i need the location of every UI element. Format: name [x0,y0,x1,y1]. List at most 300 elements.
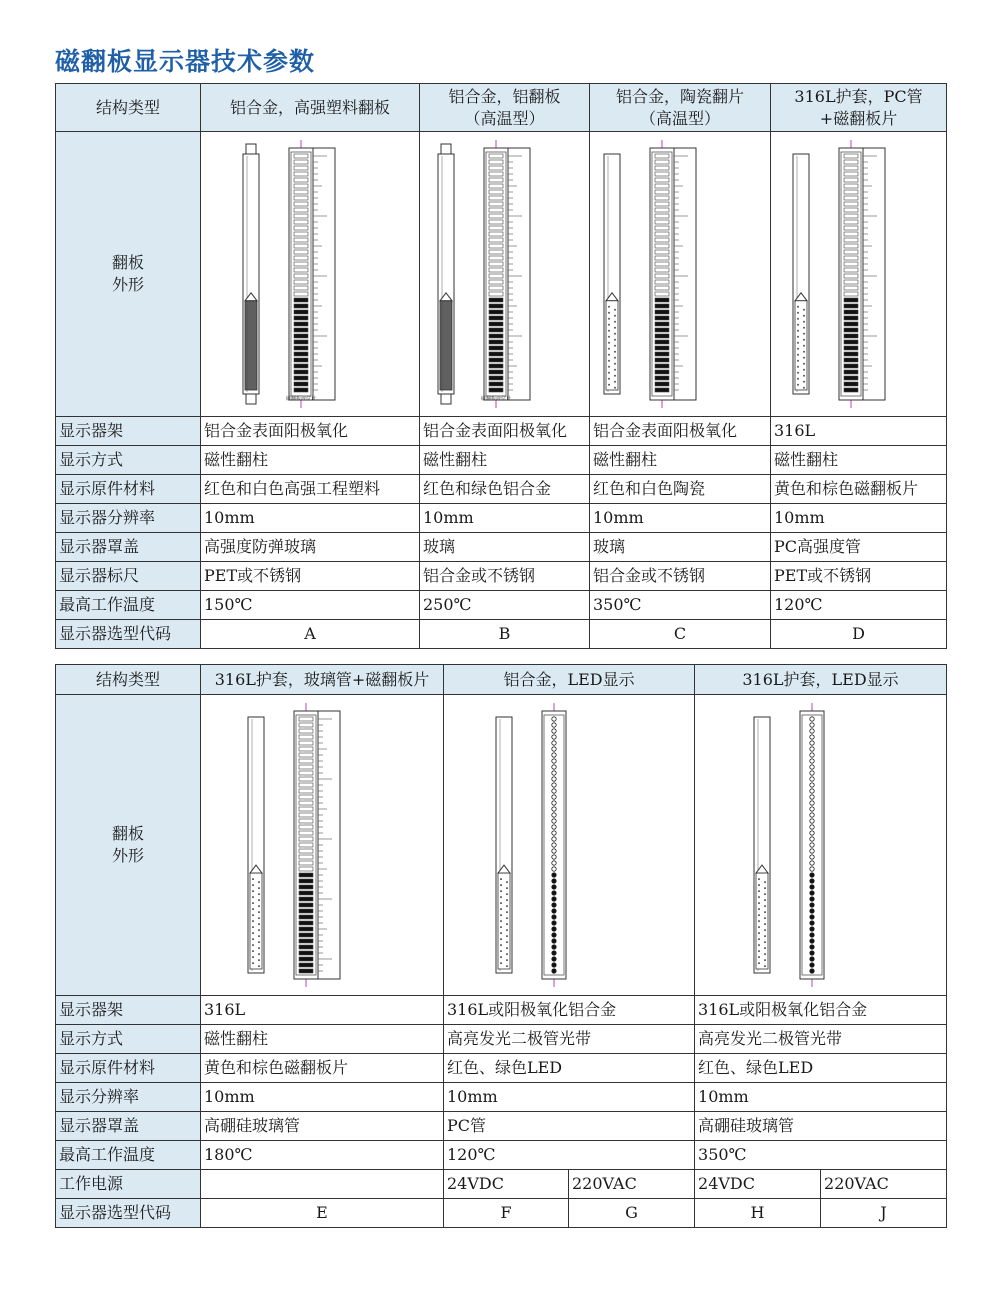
float-dot [803,321,805,323]
float-dot [506,935,508,937]
model-code: G [569,1199,695,1228]
led-dot [552,801,556,805]
float-dot [252,944,254,946]
float-dot [506,917,508,919]
flap [489,334,503,338]
flap [299,813,313,817]
led-dot [552,717,556,721]
float-dot [614,369,616,371]
float-dot [764,905,766,907]
cell: 10mm [201,504,420,533]
flap [489,202,503,206]
float-dot [500,950,502,952]
flap [844,346,858,350]
led-dot [810,945,814,949]
row-label: 显示方式 [56,446,201,475]
flap [655,316,669,320]
row-label: 显示器分辨率 [56,504,201,533]
float-dot [614,375,616,377]
float-dot [614,339,616,341]
float-dot [614,327,616,329]
flap [489,298,503,302]
gauge-illustration [420,132,590,417]
float-dot [797,360,799,362]
flap [294,322,308,326]
led-dot [552,813,556,817]
flap [294,268,308,272]
flap [299,723,313,727]
flap [299,753,313,757]
flap [294,376,308,380]
cell: 红色和白色陶瓷 [590,475,771,504]
model-code: C [590,620,771,649]
cell: 10mm [771,504,947,533]
flap [489,238,503,242]
cell: 250℃ [420,591,590,620]
flap [489,364,503,368]
led-dot [552,933,556,937]
gauge-illustration [444,695,695,996]
led-dot [552,807,556,811]
flap [299,831,313,835]
tube-cap-bottom [441,394,451,404]
float-dot [252,962,254,964]
float-dot [258,953,260,955]
flap [844,304,858,308]
float-dot [764,893,766,895]
table2-shape-row [56,695,947,996]
flap [299,963,313,967]
flap [655,304,669,308]
flap [655,244,669,248]
flap [299,933,313,937]
flap [844,220,858,224]
flap [489,292,503,296]
cell: 磁性翻柱 [201,446,420,475]
led-dot [810,771,814,775]
led-dot [810,783,814,787]
gauge-e-svg [201,695,444,995]
flap [299,945,313,949]
float-dot [614,351,616,353]
flap [294,220,308,224]
row-label: 显示器选型代码 [56,1199,201,1228]
flap [655,376,669,380]
float-dot [803,375,805,377]
float-dot [758,950,760,952]
led-dot [810,903,814,907]
table-row [56,620,947,649]
float-dot [258,905,260,907]
float-dot [797,306,799,308]
flap [844,172,858,176]
cell: 10mm [201,1083,444,1112]
flap [299,915,313,919]
cell: 24VDC [444,1170,569,1199]
led-dot [810,879,814,883]
flap [294,196,308,200]
cell: 黄色和棕色磁翻板片 [201,1054,444,1083]
led-dot [810,729,814,733]
led-dot [810,861,814,865]
led-dot [552,861,556,865]
led-dot [810,927,814,931]
flap [489,274,503,278]
table1-col-header: 铝合金，陶瓷翻片 （高温型） [590,84,771,132]
flap [294,166,308,170]
float-dot [252,884,254,886]
flap [655,166,669,170]
float-dot [614,315,616,317]
flap [294,274,308,278]
float-body [795,301,807,390]
flap [655,286,669,290]
flap [299,729,313,733]
flap [655,208,669,212]
flap [655,226,669,230]
led-dot [810,735,814,739]
table1-structure-label: 结构类型 [56,84,201,132]
flap [655,238,669,242]
cell: 150℃ [201,591,420,620]
flap [655,268,669,272]
led-dot [810,837,814,841]
led-dot [810,891,814,895]
flap [489,244,503,248]
flap [299,837,313,841]
float-dot [803,345,805,347]
led-dot [810,855,814,859]
float-body [606,301,618,390]
table-row [56,1141,947,1170]
cell: 120℃ [771,591,947,620]
flap [844,160,858,164]
led-dot [552,741,556,745]
led-dot [552,945,556,949]
float-dot [797,378,799,380]
flap [294,316,308,320]
row-label: 最高工作温度 [56,591,201,620]
flap [299,741,313,745]
cell: 红色和绿色铝合金 [420,475,590,504]
led-dot [810,747,814,751]
table1-col-header: 铝合金，铝翻板 （高温型） [420,84,590,132]
float-dot [764,929,766,931]
flap [299,903,313,907]
flap [299,855,313,859]
table-row [56,1054,947,1083]
flap [489,322,503,326]
flap [844,184,858,188]
gauge-illustration [771,132,947,417]
flap [489,160,503,164]
flap [844,268,858,272]
float-dot [252,902,254,904]
row-label: 显示器选型代码 [56,620,201,649]
led-dot [552,825,556,829]
float-dot [608,336,610,338]
cell: 红色、绿色LED [695,1054,947,1083]
led-dot [552,951,556,955]
float-dot [764,917,766,919]
cell: 220VAC [569,1170,695,1199]
cell: 220VAC [821,1170,947,1199]
flap [489,268,503,272]
led-dot [552,777,556,781]
flap [655,310,669,314]
flap [299,969,313,973]
led-dot [810,795,814,799]
flap [489,178,503,182]
float-dot [258,935,260,937]
flap [294,328,308,332]
float-dot [764,881,766,883]
row-label: 工作电源 [56,1170,201,1199]
flap [655,232,669,236]
led-dot [810,963,814,967]
flap [655,298,669,302]
float-dot [500,902,502,904]
flap [299,879,313,883]
float-dot [506,905,508,907]
table2-col-header: 316L护套，玻璃管+磁翻板片 [201,665,444,695]
led-dot [552,753,556,757]
flap [844,178,858,182]
flap [489,310,503,314]
float-dot [258,881,260,883]
float-dot [764,923,766,925]
led-dot [810,807,814,811]
led-dot [810,939,814,943]
cell: 玻璃 [420,533,590,562]
float-dot [797,384,799,386]
flap [294,262,308,266]
cell: 铝合金表面阳极氧化 [201,417,420,446]
table2-header-row [56,665,947,695]
flap [844,370,858,374]
flap [489,250,503,254]
row-label: 显示器罩盖 [56,1112,201,1141]
float-body [250,873,262,969]
float-dot [252,950,254,952]
float-dot [506,965,508,967]
led-dot [810,777,814,781]
flap [294,346,308,350]
cell: 玻璃 [590,533,771,562]
led-dot [810,915,814,919]
cell: PET或不锈钢 [201,562,420,591]
led-dot [810,951,814,955]
flap [294,382,308,386]
cell: 10mm [444,1083,695,1112]
flap [299,885,313,889]
flap [844,286,858,290]
flap [294,298,308,302]
spec-table-1 [55,83,947,649]
led-dot [810,741,814,745]
cell: 316L或阳极氧化铝合金 [444,996,695,1025]
flap [299,747,313,751]
cell: PC高强度管 [771,533,947,562]
float-dot [258,917,260,919]
flap [299,819,313,823]
flap [844,376,858,380]
led-dot [552,831,556,835]
flap [294,280,308,284]
float-dot [608,342,610,344]
row-label: 显示原件材料 [56,475,201,504]
float-dot [506,953,508,955]
float-dot [252,878,254,880]
flap [299,849,313,853]
flap [844,190,858,194]
flap [294,244,308,248]
flap [294,334,308,338]
led-dot [552,927,556,931]
cell: 红色和白色高强工程塑料 [201,475,420,504]
flap [299,717,313,721]
table-row [56,1199,947,1228]
flap [299,735,313,739]
flap [489,346,503,350]
flap [844,334,858,338]
float-dot [758,938,760,940]
gauge-led-316-svg [695,695,947,995]
model-code: B [420,620,590,649]
led-dot [810,825,814,829]
table1-shape-row [56,132,947,417]
led-dot [552,963,556,967]
flap [294,364,308,368]
row-label: 显示方式 [56,1025,201,1054]
float-dot [758,890,760,892]
flap [844,310,858,314]
float-dot [797,348,799,350]
float-dot [758,932,760,934]
flap [655,382,669,386]
flap [294,160,308,164]
table-row [56,1170,947,1199]
float-dot [758,902,760,904]
flap [844,388,858,392]
led-dot [810,717,814,721]
flap [294,304,308,308]
flap [489,382,503,386]
flap [655,352,669,356]
cell: 316L或阳极氧化铝合金 [695,996,947,1025]
flap [489,256,503,260]
float-dot [758,920,760,922]
flap [299,873,313,877]
model-code: E [201,1199,444,1228]
table-row [56,1025,947,1054]
led-dot [810,723,814,727]
float-dot [764,899,766,901]
flap [294,208,308,212]
cell: 磁性翻柱 [771,446,947,475]
gauge-brand-label: 磁翻板液位计 [480,396,512,402]
float-dot [506,923,508,925]
led-dot [552,783,556,787]
led-dot [552,879,556,883]
float-dot [764,959,766,961]
float-body [756,873,768,969]
flap [299,843,313,847]
flap [655,340,669,344]
led-dot [810,969,814,973]
float-dot [506,929,508,931]
row-label: 显示器架 [56,417,201,446]
float-dot [500,944,502,946]
flap [655,250,669,254]
flap [294,178,308,182]
float-dot [506,881,508,883]
flap [299,765,313,769]
flap [844,274,858,278]
led-dot [552,765,556,769]
cell: 120℃ [444,1141,695,1170]
table-row [56,417,947,446]
flap [489,154,503,158]
float-dot [500,962,502,964]
flap [844,208,858,212]
table2-structure-label: 结构类型 [56,665,201,695]
flap [489,316,503,320]
flap [489,214,503,218]
flap [294,184,308,188]
float-dot [797,312,799,314]
gauge-led-svg [444,695,695,995]
table1-shape-label: 翻板 外形 [56,132,201,417]
float-dot [500,956,502,958]
float-dot [608,372,610,374]
flap [655,364,669,368]
float-dot [608,360,610,362]
led-dot [810,897,814,901]
led-dot [552,897,556,901]
flap [294,232,308,236]
float-body [440,301,452,390]
flap [844,322,858,326]
float-dot [764,941,766,943]
float-dot [803,369,805,371]
flap [489,358,503,362]
float-dot [764,935,766,937]
flap [299,927,313,931]
float-dot [258,911,260,913]
led-dot [552,873,556,877]
led-dot [810,849,814,853]
flap [844,154,858,158]
float-dot [803,387,805,389]
flap [655,334,669,338]
float-dot [764,887,766,889]
flap [655,196,669,200]
flap [299,891,313,895]
flap [489,280,503,284]
row-label: 显示器标尺 [56,562,201,591]
row-label: 最高工作温度 [56,1141,201,1170]
flap [844,166,858,170]
cell: 红色、绿色LED [444,1054,695,1083]
cell: 10mm [590,504,771,533]
flap [294,202,308,206]
led-dot [810,813,814,817]
float-dot [758,962,760,964]
float-dot [500,938,502,940]
float-dot [506,899,508,901]
flap [655,346,669,350]
